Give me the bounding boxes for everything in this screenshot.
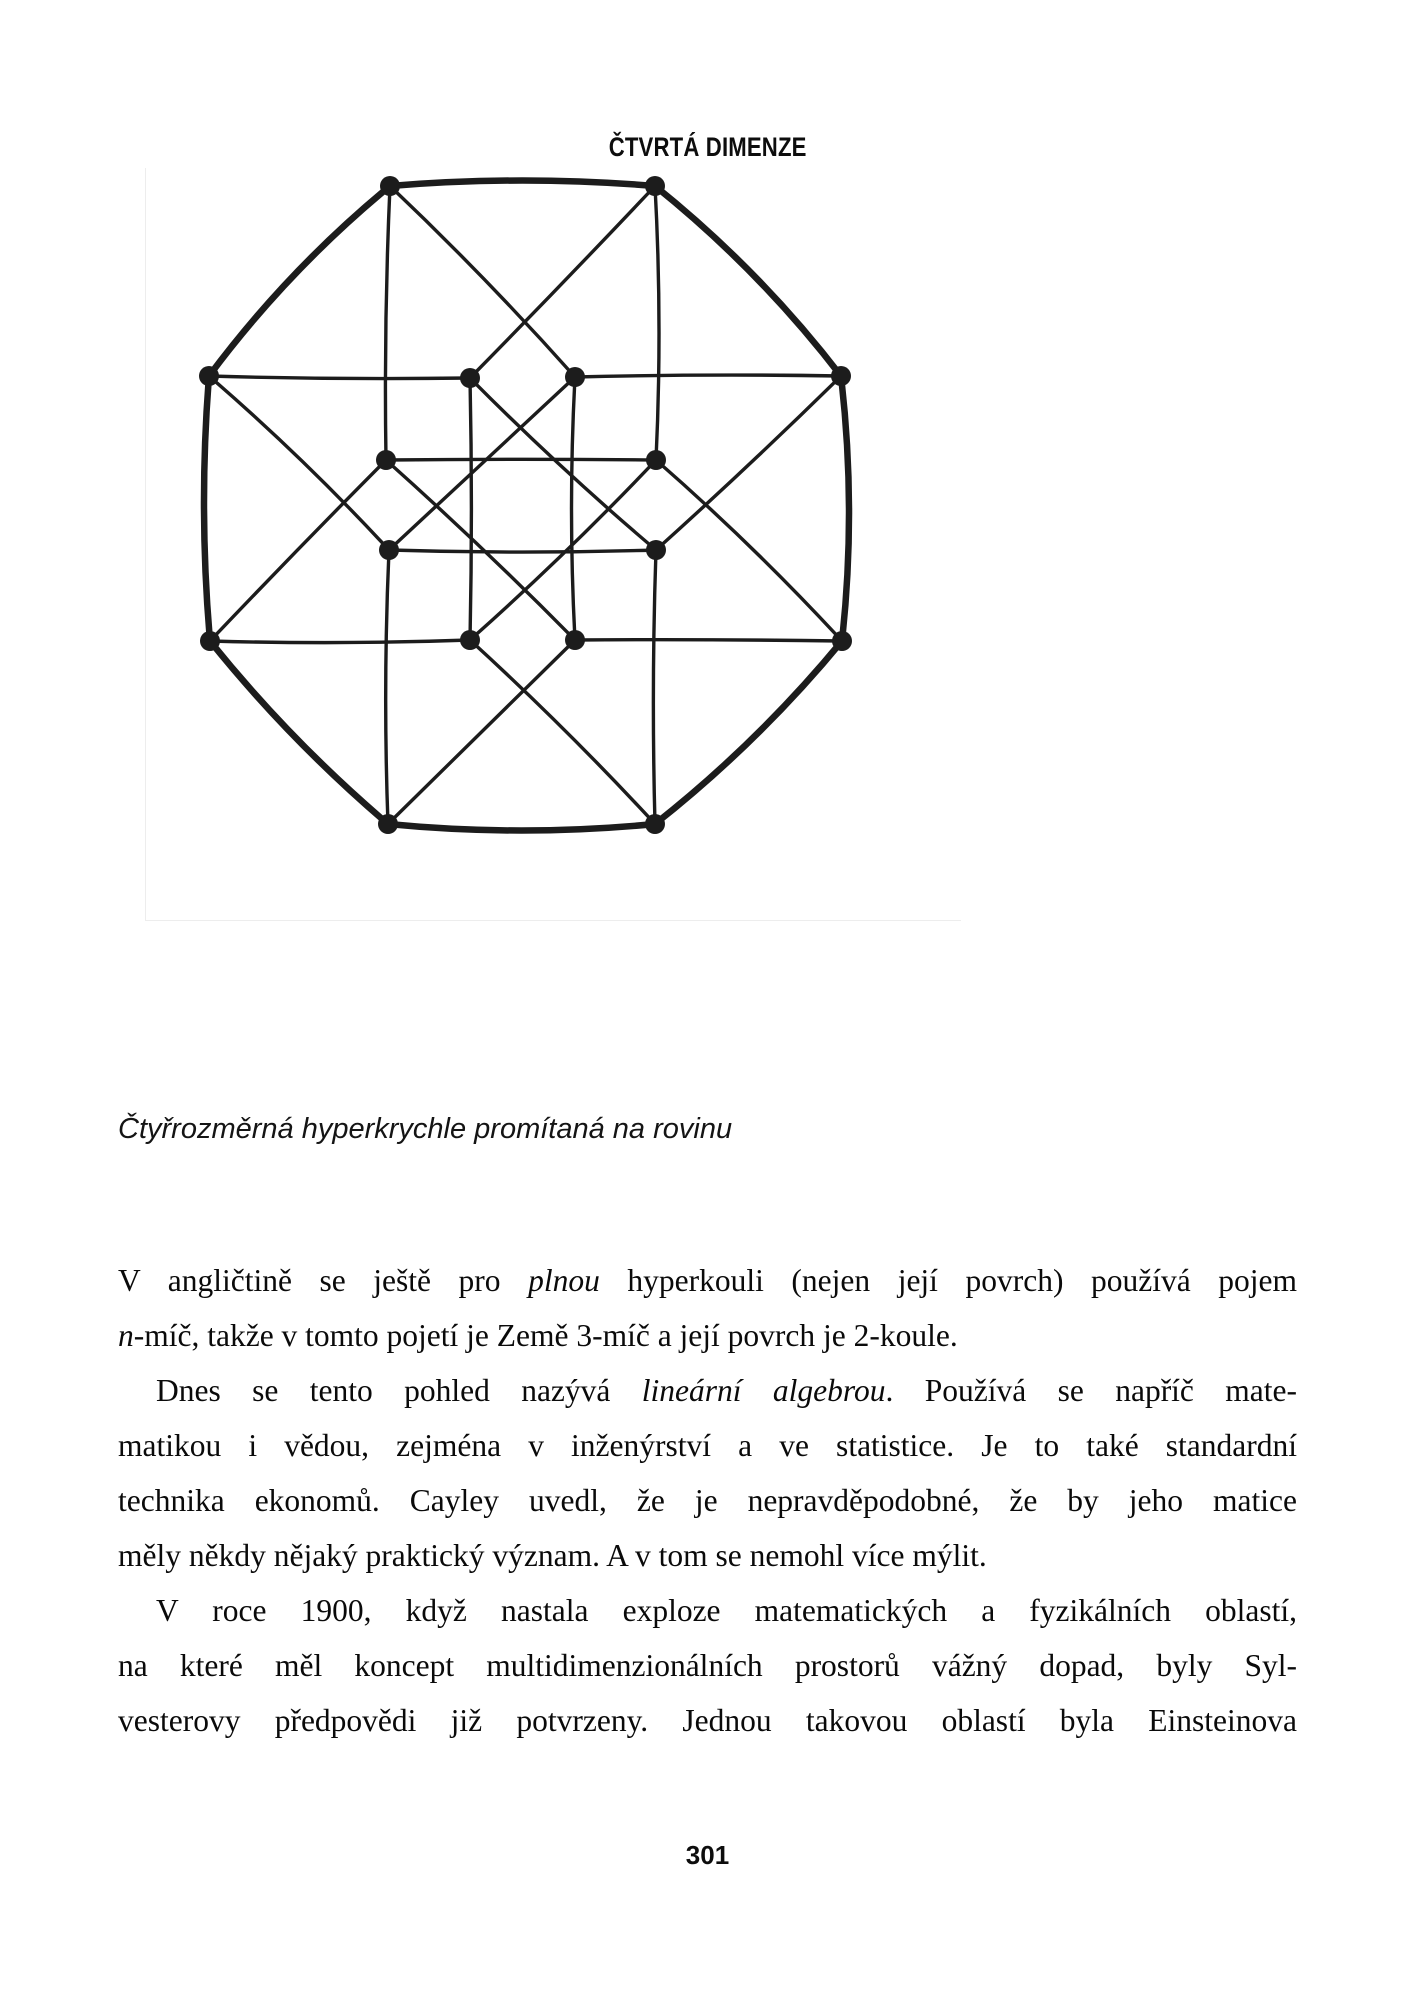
vertex-ibr bbox=[565, 630, 585, 650]
page-number: 301 bbox=[685, 1840, 730, 1870]
edge-otr-irt bbox=[655, 186, 659, 460]
edge-obl-ilb bbox=[386, 550, 389, 824]
text-line: měly někdy nějaký praktický význam. A v tom se nemohl více mýlit. bbox=[118, 1538, 987, 1573]
edge-otr-ort bbox=[655, 186, 841, 376]
edge-olb-ibl bbox=[210, 640, 470, 643]
edge-itr-ibr bbox=[572, 377, 576, 640]
edge-obl-olb bbox=[210, 641, 388, 824]
edge-itl-irb bbox=[470, 378, 656, 550]
text-line: V angličtině se ještě pro plnou hyperkouli (nejen její povrch) používá pojem bbox=[118, 1263, 1297, 1298]
text-line: V roce 1900, když nastala exploze matematických a fyzikálních oblastí, bbox=[156, 1593, 1297, 1628]
text-line: technika ekonomů. Cayley uvedl, že je nepravděpodobné, že by jeho matice bbox=[118, 1483, 1297, 1518]
figure-caption: Čtyřrozměrná hyperkrychle promítaná na rovinu bbox=[118, 1113, 733, 1145]
vertex-otr bbox=[645, 176, 665, 196]
edge-olb-ilt bbox=[210, 460, 386, 641]
vertex-ilb bbox=[379, 540, 399, 560]
text-line: na které měl koncept multidimenzionálních prostorů vážný dopad, byly Syl- bbox=[118, 1648, 1297, 1683]
text-line: vesterovy předpovědi již potvrzeny. Jednou takovou oblastí byla Einsteinova bbox=[118, 1703, 1297, 1738]
edge-otl-itr bbox=[390, 186, 575, 377]
edge-olt-otl bbox=[209, 186, 390, 376]
vertex-ibl bbox=[460, 630, 480, 650]
tesseract-figure-svg bbox=[120, 158, 970, 850]
vertex-ort bbox=[831, 366, 851, 386]
edge-ort-itr bbox=[575, 375, 841, 377]
vertex-itl bbox=[460, 368, 480, 388]
running-head-label: ČTVRTÁ DIMENZE bbox=[608, 132, 807, 162]
vertex-obl bbox=[378, 814, 398, 834]
body-text bbox=[118, 1253, 1297, 1748]
running-head bbox=[118, 134, 1297, 161]
edge-otl-otr bbox=[390, 181, 655, 187]
vertex-ilt bbox=[376, 450, 396, 470]
text-line: n-míč, takže v tomto pojetí je Země 3-míč a její povrch je 2-koule. bbox=[118, 1318, 958, 1353]
edge-obr-irb bbox=[653, 550, 656, 824]
edge-irt-ilt bbox=[386, 459, 656, 460]
edge-orb-obr bbox=[655, 641, 842, 824]
figure bbox=[120, 158, 970, 850]
edge-obl-ibr bbox=[388, 640, 575, 824]
text-line: Dnes se tento pohled nazývá lineární algebrou. Používá se napříč mate- bbox=[156, 1373, 1297, 1408]
edge-olb-olt bbox=[204, 376, 210, 641]
edge-irb-ilb bbox=[389, 550, 656, 552]
edge-ort-orb bbox=[841, 376, 849, 641]
paragraph bbox=[118, 1363, 1297, 1583]
vertex-olb bbox=[200, 631, 220, 651]
vertex-otl bbox=[380, 176, 400, 196]
edge-itr-ilb bbox=[389, 377, 575, 550]
edge-ort-irb bbox=[656, 376, 841, 550]
vertex-olt bbox=[199, 366, 219, 386]
edge-obr-ibl bbox=[470, 640, 655, 824]
vertex-irt bbox=[646, 450, 666, 470]
edge-otl-ilt bbox=[385, 186, 390, 460]
edge-itl-ibl bbox=[470, 378, 471, 640]
vertex-obr bbox=[645, 814, 665, 834]
vertex-itr bbox=[565, 367, 585, 387]
paragraph bbox=[118, 1253, 1297, 1363]
edge-olt-ilb bbox=[209, 376, 389, 550]
vertex-orb bbox=[832, 631, 852, 651]
vertex-irb bbox=[646, 540, 666, 560]
edge-orb-ibr bbox=[575, 640, 842, 641]
edge-orb-irt bbox=[656, 460, 842, 641]
paragraph bbox=[118, 1583, 1297, 1748]
edge-olt-itl bbox=[209, 376, 470, 379]
edge-obr-obl bbox=[388, 824, 655, 831]
edge-otr-itl bbox=[470, 186, 655, 378]
text-line: matikou i vědou, zejména v inženýrství a ve statistice. Je to také standardní bbox=[118, 1428, 1297, 1463]
